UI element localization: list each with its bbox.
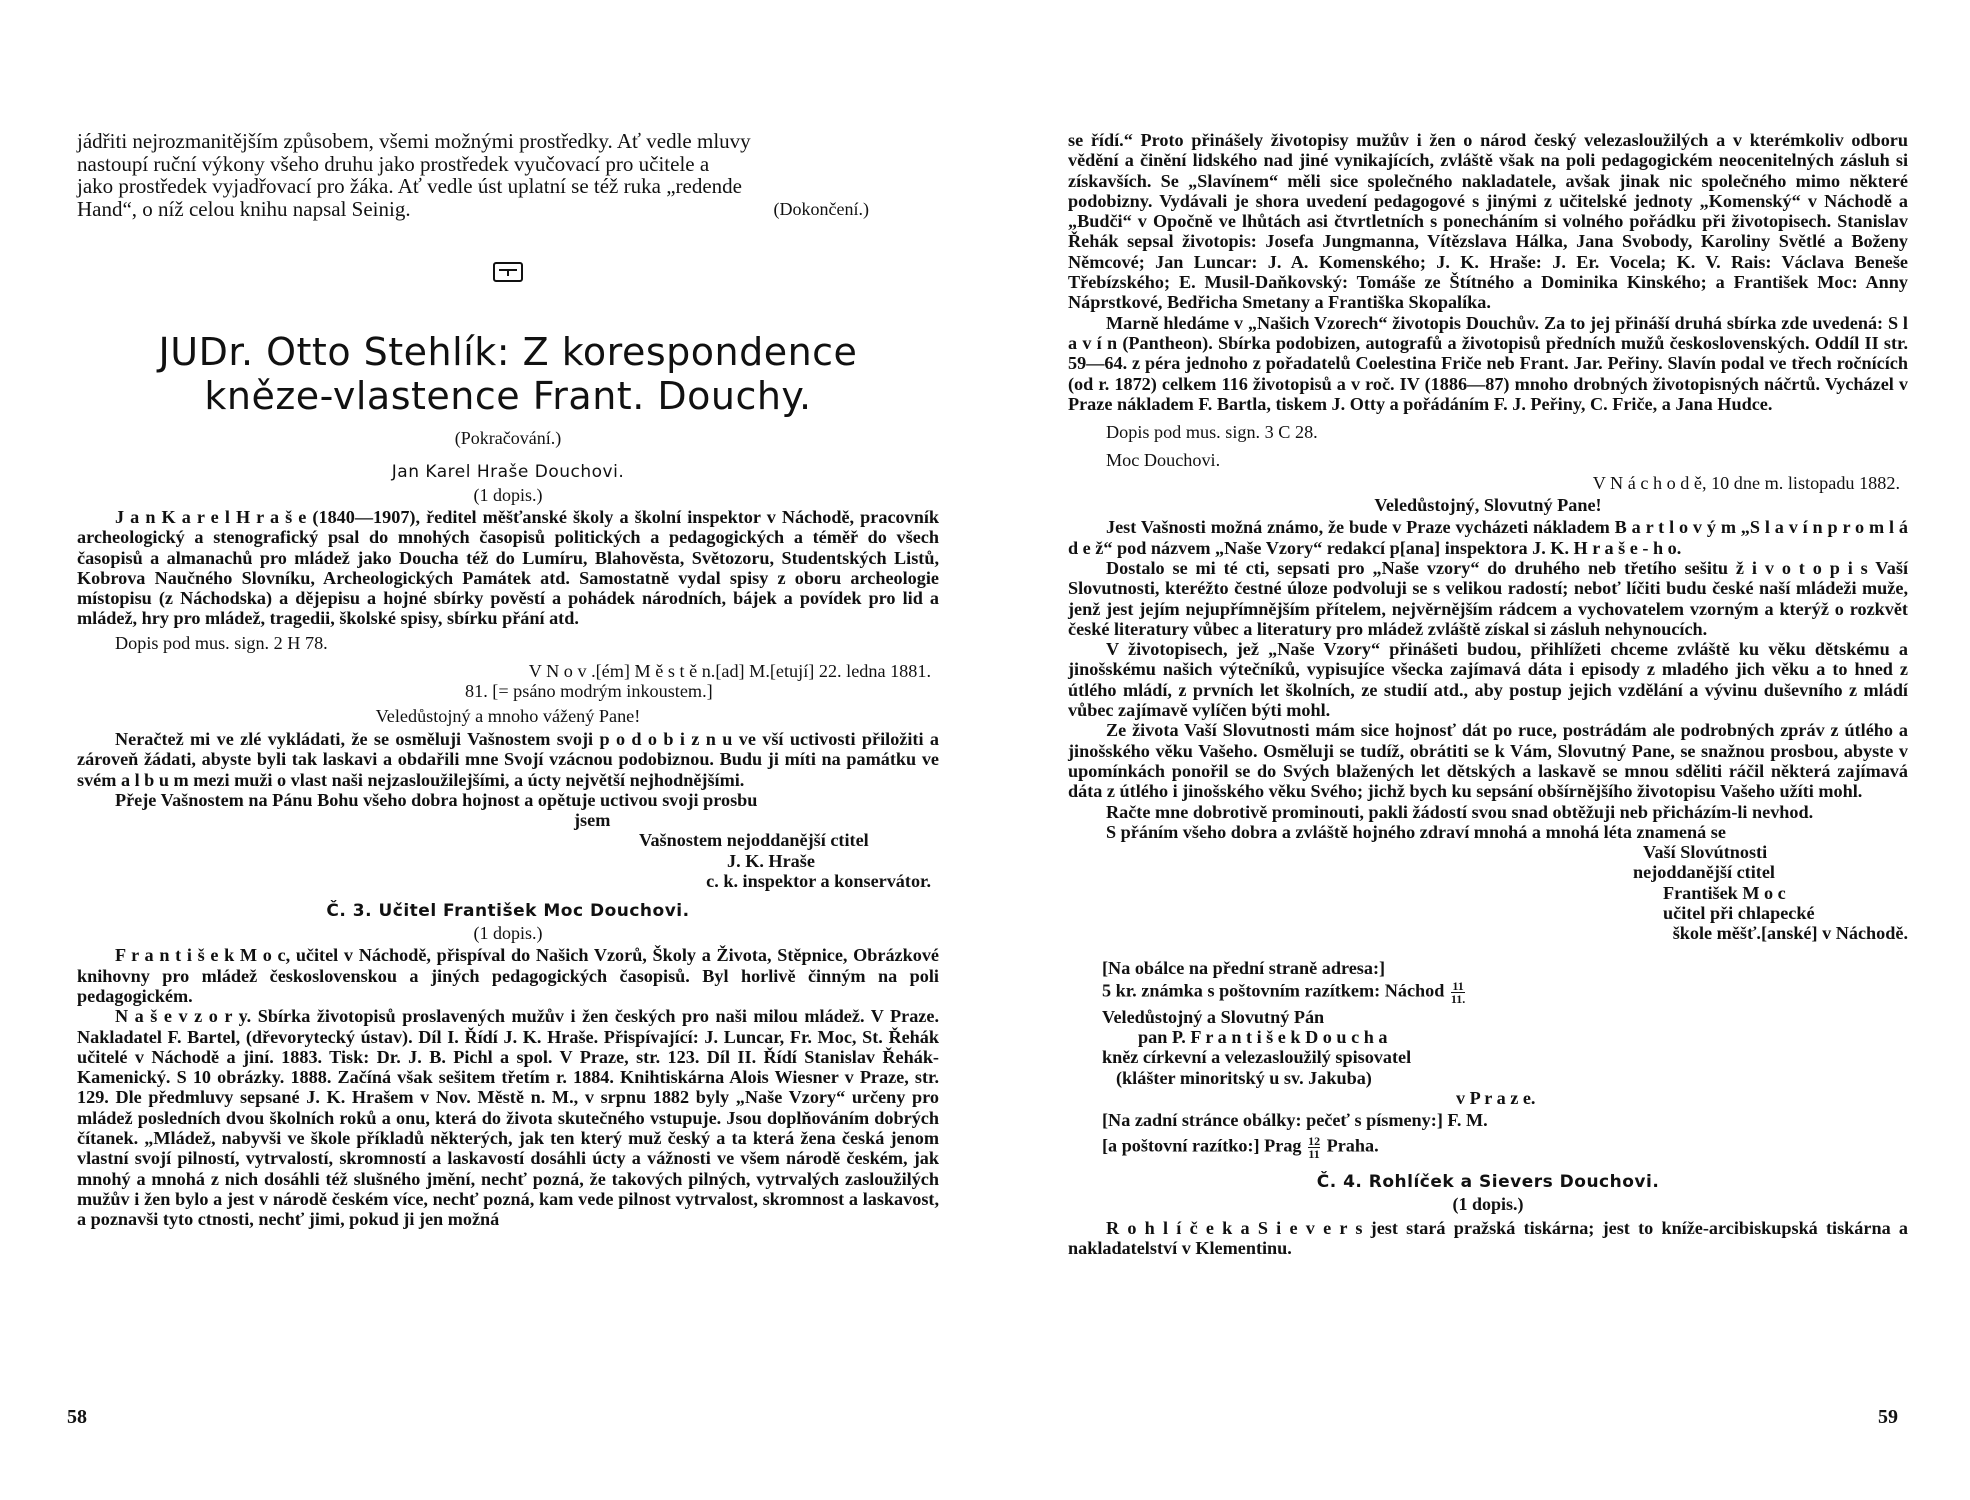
envelope-address: Veledůstojný a Slovutný Pán [1102,1006,1325,1027]
envelope-postmark [1068,1135,1908,1160]
letter-signature: učitel při chlapecké [1663,902,1815,923]
slavin-paragraph: se řídí.“ Proto přinášely životopisy mužův i žen o národ český velezasloužilých a v kterémkoliv odboru vědění a činění lidského nad jiné vynikajících, zvláště však na poli pedagogickém neocenitelných zásluh si získavších. Se „Slavínem“ měli sice společného nakladatele, avšak jinak nic společného mimo některé podobizny. Vydávali je shora uvedení pedagogové s jinými z učitelské jednoty „Komenský“ v Náchodě a „Budči“ v Opočně ve lhůtách asi čtvrtletních s ponecháním si volného pořádku při životopisech. Stanislav Řehák sepsal životopis: Josefa Jungmanna, Vítězslava Hálka, Jana Svobody, Karoliny Světlé a Boženy Němcové; Jan Luncar: J. A. Komenského; J. K. Hraše: J. Er. Vocela; K. V. Rais: Václava Beneše Třebízského; E. Musil-Daňkovský: Tomáše ze Štítného a Dominika Kinského; a František Moc: Anny Náprstkové, Bedřicha Smetany a Františka Skopalíka. [1068,130,1908,313]
section-subheading: (1 dopis.) [473,485,543,505]
envelope-note: [Na obálce na přední straně adresa:] [1102,957,1386,978]
page-number: 59 [1878,1406,1898,1428]
nase-vzory-description: N a š e v z o r y. Sbírka životopisů proslavených mužův i žen českých pro naši milou mládež. V Praze. Nakladatel F. Bartel, (dřevorytecký ústav). Díl I. Řídí J. K. Hraše. Přispívající: J. Luncar, Fr. Moc, St. Řehák učitelé v Náchodě a jiní. 1883. Tisk: Dr. J. B. Pichl a spol. V Praze, str. 123. Díl II. Řídí Stanislav Řehák-Kamenický. S 10 obrázky. 1888. Začíná však sešitem třetím r. 1884. Knihtiskárna Alois Wiesner v Praze, str. 129. Dle předmluvy sepsané J. K. Hrašem v Nov. Městě n. M., v srpnu 1882 byly „Naše Vzory“ určeny pro mládež posledních dvou školních roků a onu, která do života skutečného vstupuje. Jsou doplňováním dobrých čítanek. „Mládež, nabyvši ve škole příkladů některých, jak ten který muž český a ta která žena česká jenom vlastní svojí pilností, vytrvalostí, skromností a laskavostí dosáhli úcty a vážnosti ve všem národě českém, jak mnohý a mnohá z nich dosáhli též slušného jmění, nechť pozná, že takových pilných, vytrvalých zasloužilých mužův i žen bylo a jest v národě českém více, nechť pozná, kam vede pilnost vytrvalost, skromnost a laskavost, a poznavši tyto ctnosti, nechť jimi, pokud ji jen možná [77,1006,939,1230]
intro-line: nastoupí ruční výkony všeho druhu jako prostředek vyučovací pro učitele a [77,151,710,176]
section-heading: Č. 4. Rohlíček a Sievers Douchovi. [1316,1171,1660,1192]
letter-date: V N o v .[ém] M ě s t ě n.[ad] M.[etují] 22. ledna 1881. [528,661,931,682]
ornament-icon [493,262,523,282]
letter-addressee: Moc Douchovi. [1106,450,1221,471]
continued-end: (Dokončení.) [773,198,869,219]
letter-body: Jest Vašnosti možná známo, že bude v Praze vycházeti nákladem B a r t l o v ý m „S l a v í n p r o m l á d e ž“ pod názvem „Naše Vzory“ redakcí p[ana] inspektora J. K. H r a š e - h o. [1068,517,1908,558]
fraction-denominator: 11 [1308,1146,1320,1161]
envelope-note: [Na zadní stránce obálky: pečeť s písmeny:] F. M. [1102,1110,1488,1131]
letter-signature: Vašnostem nejoddanější ctitel [639,830,869,851]
left-column [77,130,939,1230]
slavin-paragraph: Marně hledáme v „Našich Vzorech“ životopis Douchův. Za to jej přináší druhá sbírka zde uvedená: S l a v í n (Pantheon). Sbírka podobizen, autografů a životopisů předních mužů československých. Oddíl II str. 59—64. z péra jednoho z pořadatelů Coelestina Friče neb Frant. Jar. Peřiny. Slavín podal ve třech ročnících (od r. 1872) celkem 116 životopisů a v roč. IV (1886—87) mnoho drobných životopisných náčrtů. Vycházel v Praze nákladem F. Bartla, tiskem J. Otty a pořádáním F. J. Peřiny, C. Friče, a Jana Hudce. [1068,312,1908,414]
article-title [77,330,939,418]
postmark-fraction [1308,1135,1320,1160]
fraction-numerator: 12 [1308,1133,1321,1148]
envelope-address: kněz církevní a velezasloužilý spisovatel [1102,1047,1412,1068]
hrase-biography: J a n K a r e l H r a š e (1840—1907), ředitel měšťanské školy a školní inspektor v Náchodě, pracovník archeologický a stenografický psal do mnohých časopisů politických a pedagogických a téměř do všech časopisů a almanachů pro mládež jako Doucha též do Lumíru, Blahověsta, Světozoru, Studentských Listů, Kobrova Naučného Slovníku, Archeologických Památek atd. Samostatně vydal spisy z oboru archeologie místopisu (z Náchodska) a dějepisu a hojné sbírky pověstí a pohádek národních, bájek a povídek pro lid a mládež, hry pro mládež, tragedii, školské spisy, sbírku přání atd. [77,507,939,629]
right-column [1068,130,1908,1258]
section-heading: Č. 3. Učitel František Moc Douchovi. [326,901,690,922]
article-title-line-2: kněze-vlastence Frant. Douchy. [204,374,812,418]
right-page [985,0,1970,1500]
rohlicek-description: R o h l í č e k a S i e v e r s jest stará pražská tiskárna; jest to kníže-arcibiskupská tiskárna a nakladatelství v Klementinu. [1068,1217,1908,1258]
envelope-address: (klášter minoritský u sv. Jakuba) [1116,1067,1372,1088]
letter-greeting: Veledůstojný, Slovutný Pane! [1374,495,1602,516]
envelope-postmark-text: [a poštovní razítko:] Prag [1102,1135,1302,1156]
intro-paragraph [77,130,939,220]
letter-greeting: Veledůstojný a mnoho vážený Pane! [375,705,641,726]
letter-signature: František M o c [1663,882,1786,903]
fraction-numerator: 11 [1452,978,1464,993]
letter-signature: Vaší Slovútnosti [1643,842,1768,863]
section-subheading: (1 dopis.) [1452,1193,1524,1214]
postmark-fraction [1451,980,1465,1005]
letter-body: Dostalo se mi té cti, sepsati pro „Naše vzory“ do druhého neb třetího sešitu ž i v o t o p i s Vaší Slovutnosti, kteréžto čestné úloze podvoluji se s velikou radostí; neboť líčiti budu české naší mládeži muže, jenž jest jejím nejupřímnějším přítelem, nejvěrnějším rádcem a vychovatelem vzorným a kterýž o rozkvět české literatury vůbec a literatury pro mládež zvláště získal si zásluh nehynoucích. [1068,557,1908,639]
intro-line: Hand“, o níž celou knihu napsal Seinig. [77,196,411,221]
continuation-note: (Pokračování.) [454,428,562,448]
letter-signature: škole měšť.[anské] v Náchodě. [1672,923,1908,944]
letter-body: Přeje Vašnostem na Pánu Bohu všeho dobra hojnost a opětuje uctivou svoji prosbu [115,789,758,810]
letter-body: Neračtež mi ve zlé vykládati, že se osměluji Vašnostem svoji p o d o b i z n u ve vší uctivosti přiložiti a zároveň žádati, abyste byli tak laskavi a obdařili mne Svojí vzácnou podobiznou. Budu ji míti na památku ve svém a l b u m mezi muži o vlast naši nejzasloužilejšími, a úcty největší nejhodnějšími. [77,728,939,790]
intro-line: jako prostředek vyjadřovací pro žáka. Ať vedle úst uplatní se též ruka „redende [77,174,742,198]
letter-body: V životopisech, jež „Naše Vzory“ přinášeti budou, přihlížeti chceme zvláště ku věku dětskému a jinošskému našich výtečníků, vypisujíce všecka zajímavá dáta i episody z mladého jich věku a to hned z útlého mládí, z prvních let školních, ze studií atd., aby postup jejich vzdělání a vývinu duševního z mládí vůbec zajímavě vylíčen býti mohl. [1068,639,1908,721]
archive-signature: Dopis pod mus. sign. 2 H 78. [115,632,328,653]
page-number: 58 [67,1406,87,1428]
envelope-postmark-city: Praha. [1326,1135,1379,1156]
letter-body: Ze života Vaší Slovutnosti mám sice hojnosť dát po ruce, postrádám ale podrobných zpráv z útlého a jinošského věku Vašeho. Osměluji se tudíž, obrátiti se k Vám, Slovutný Pane, se snažnou prosbou, abyste v upomínkách ponořil se do Svých blažených let dětských a laskavě se mnou sděliti ráčil některá zajímavá dáta z útlého i jinošského věku Svého; jichž bych ku sepsání obšírnějšího životopisu Vašeho užíti mohl. [1068,720,1908,802]
envelope-address: v P r a z e. [1456,1088,1536,1109]
envelope-address: pan P. F r a n t i š e k D o u c h a [1138,1027,1388,1048]
letter-signature: nejoddanější ctitel [1633,862,1775,883]
fraction-denominator: 11. [1450,991,1466,1006]
envelope-stamp [1068,980,1908,1005]
letter-date-note: 81. [= psáno modrým inkoustem.] [465,681,713,702]
moc-biography: F r a n t i š e k M o c, učitel v Náchodě, přispíval do Našich Vzorů, Školy a Života, Stěpnice, Obrázkové knihovny pro mládež československou a jiných pedagogických časopisů. Byl horlivě činným na poli pedagogickém. [77,945,939,1006]
letter-signature: J. K. Hraše [727,850,815,871]
intro-line: jádřiti nejrozmanitějším způsobem, všemi možnými prostředky. Ať vedle mluvy [77,129,751,153]
envelope-stamp-text: 5 kr. známka s poštovním razítkem: Náchod [1102,980,1445,1001]
letter-closing: S přáním všeho dobra a zvláště hojného zdraví mnohá a mnohá léta znamená se [1106,821,1726,842]
letter-jsem: jsem [574,810,611,831]
letter-body: Račte mne dobrotivě prominouti, pakli žádostí svou snad obtěžuji neb přicházím-li nevhod. [1106,801,1814,822]
letter-signature: c. k. inspektor a konservátor. [706,871,931,892]
letter-date: V N á c h o d ě, 10 dne m. listopadu 1882. [1592,472,1900,493]
archive-signature: Dopis pod mus. sign. 3 C 28. [1106,422,1318,443]
article-title-line-1: JUDr. Otto Stehlík: Z korespondence [158,330,858,374]
intro-line-last [77,198,939,221]
section-heading: Jan Karel Hraše Douchovi. [391,462,625,482]
section-subheading: (1 dopis.) [473,923,543,944]
